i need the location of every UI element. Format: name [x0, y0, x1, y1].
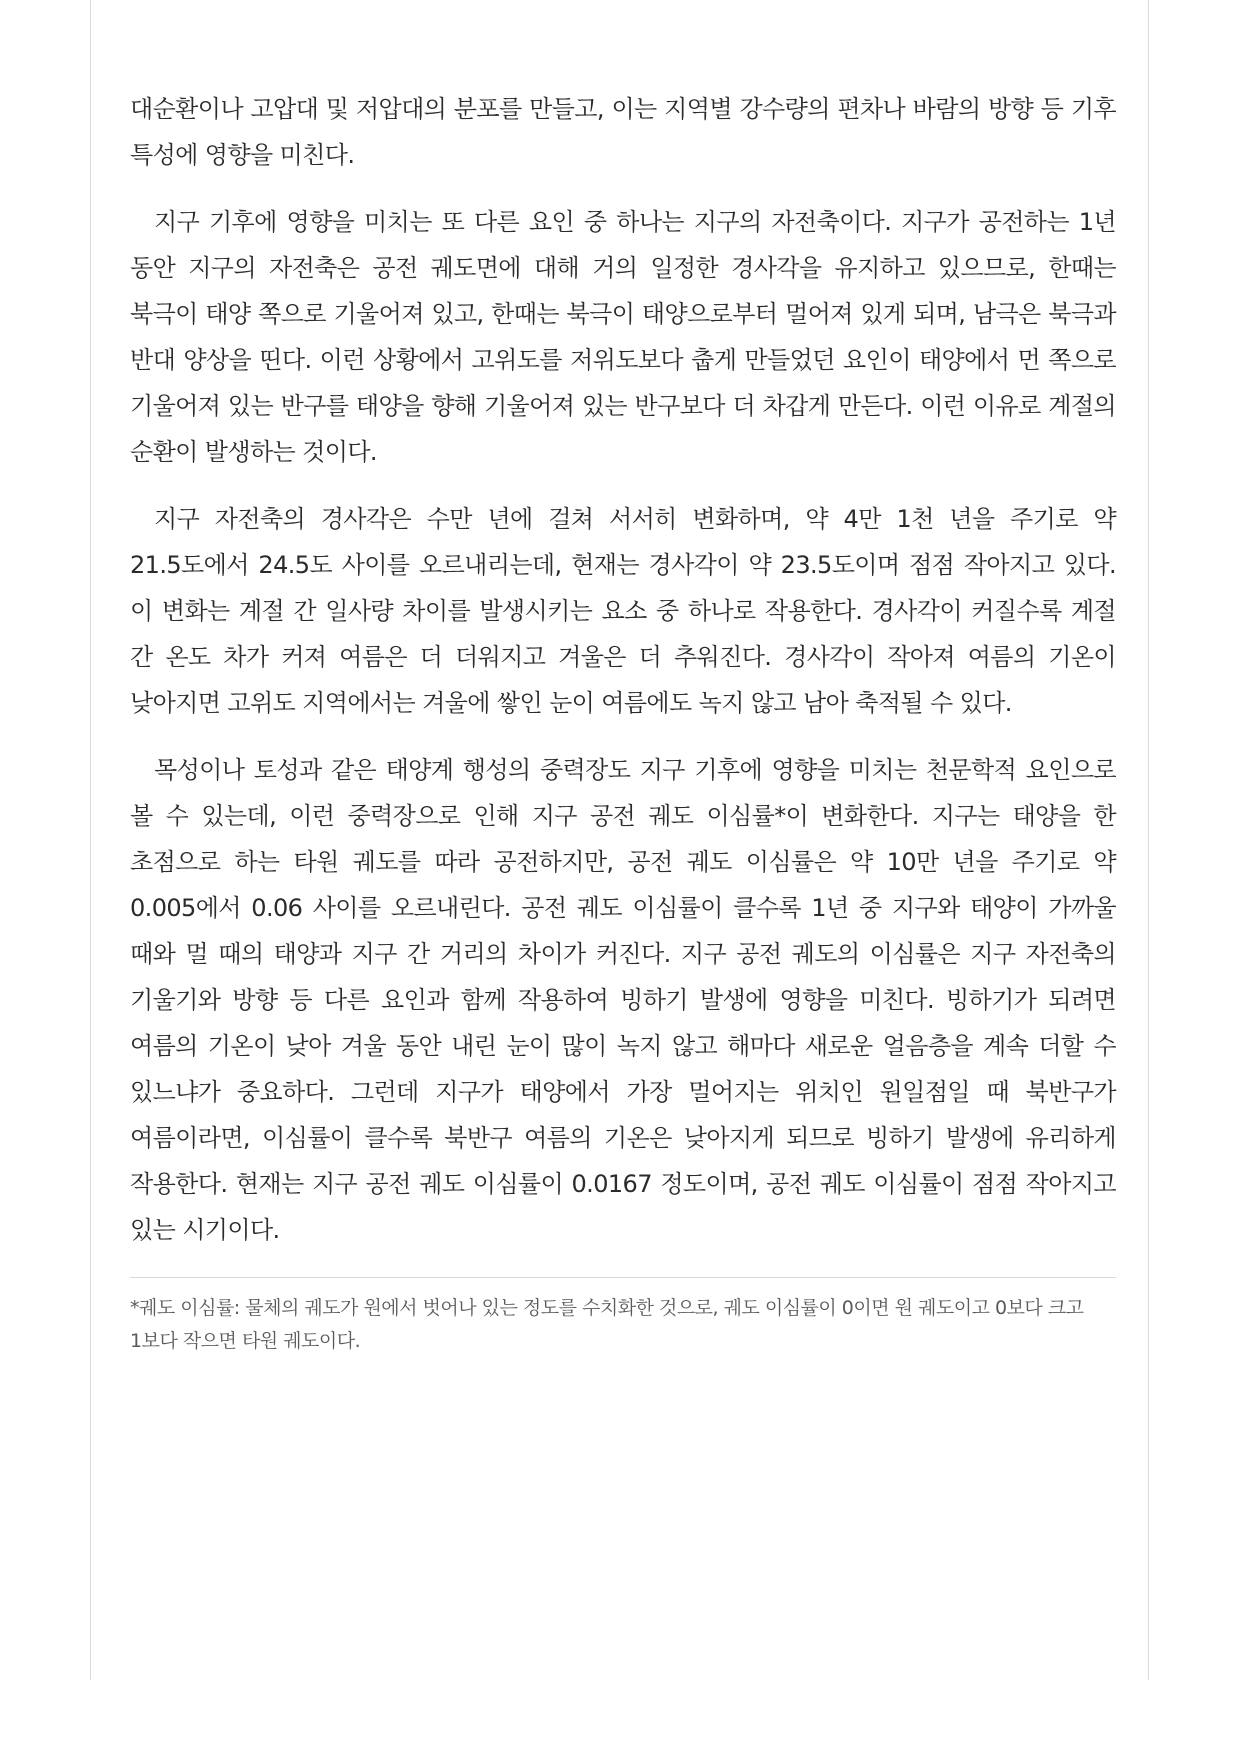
- paragraph-axis-tilt: 지구 자전축의 경사각은 수만 년에 걸쳐 서서히 변화하며, 약 4만 1천 년을 주기로 약 21.5도에서 24.5도 사이를 오르내리는데, 현재는 경사각이 약 23.5도이며 점점 작아지고 있다. 이 변화는 계절 간 일사량 차이를 발생시키는 요소 중 하나로 작용한다. 경사각이 커질수록 계절 간 온도 차가 커져 여름은 더 더워지고 겨울은 더 추워진다. 경사각이 작아져 여름의 기온이 낮아지면 고위도 지역에서는 겨울에 쌓인 눈이 여름에도 녹지 않고 남아 축적될 수 있다.: [130, 505, 1116, 717]
- paragraph-continuation: 대순환이나 고압대 및 저압대의 분포를 만들고, 이는 지역별 강수량의 편차나 바람의 방향 등 기후 특성에 영향을 미친다.: [130, 95, 1116, 169]
- footnote-divider: [130, 1277, 1116, 1278]
- paragraph-orbital-eccentricity: 목성이나 토성과 같은 태양계 행성의 중력장도 지구 기후에 영향을 미치는 천문학적 요인으로 볼 수 있는데, 이런 중력장으로 인해 지구 공전 궤도 이심률*이 변화한다. 지구는 태양을 한 초점으로 하는 타원 궤도를 따라 공전하지만, 공전 궤도 이심률은 약 10만 년을 주기로 약 0.005에서 0.06 사이를 오르내린다. 공전 궤도 이심률이 클수록 1년 중 지구와 태양이 가까울 때와 멀 때의 태양과 지구 간 거리의 차이가 커진다. 지구 공전 궤도의 이심률은 지구 자전축의 기울기와 방향 등 다른 요인과 함께 작용하여 빙하기 발생에 영향을 미친다. 빙하기가 되려면 여름의 기온이 낮아 겨울 동안 내린 눈이 많이 녹지 않고 해마다 새로운 얼음층을 계속 더할 수 있느냐가 중요하다. 그런데 지구가 태양에서 가장 멀어지는 위치인 원일점일 때 북반구가 여름이라면, 이심률이 클수록 북반구 여름의 기온은 낮아지게 되므로 빙하기 발생에 유리하게 작용한다. 현재는 지구 공전 궤도 이심률이 0.0167 정도이며, 공전 궤도 이심률이 점점 작아지고 있는 시기이다.: [130, 756, 1116, 1244]
- document-body: [130, 86, 1116, 1358]
- paragraph-earth-axis: 지구 기후에 영향을 미치는 또 다른 요인 중 하나는 지구의 자전축이다. 지구가 공전하는 1년 동안 지구의 자전축은 공전 궤도면에 대해 거의 일정한 경사각을 유지하고 있으므로, 한때는 북극이 태양 쪽으로 기울어져 있고, 한때는 북극이 태양으로부터 멀어져 있게 되며, 남극은 북극과 반대 양상을 띤다. 이런 상황에서 고위도를 저위도보다 춥게 만들었던 요인이 태양에서 먼 쪽으로 기울어져 있는 반구를 태양을 향해 기울어져 있는 반구보다 더 차갑게 만든다. 이런 이유로 계절의 순환이 발생하는 것이다.: [130, 208, 1116, 466]
- footnote: *궤도 이심률: 물체의 궤도가 원에서 벗어나 있는 정도를 수치화한 것으로, 궤도 이심률이 0이면 원 궤도이고 0보다 크고 1보다 작으면 타원 궤도이다.: [130, 1297, 1084, 1352]
